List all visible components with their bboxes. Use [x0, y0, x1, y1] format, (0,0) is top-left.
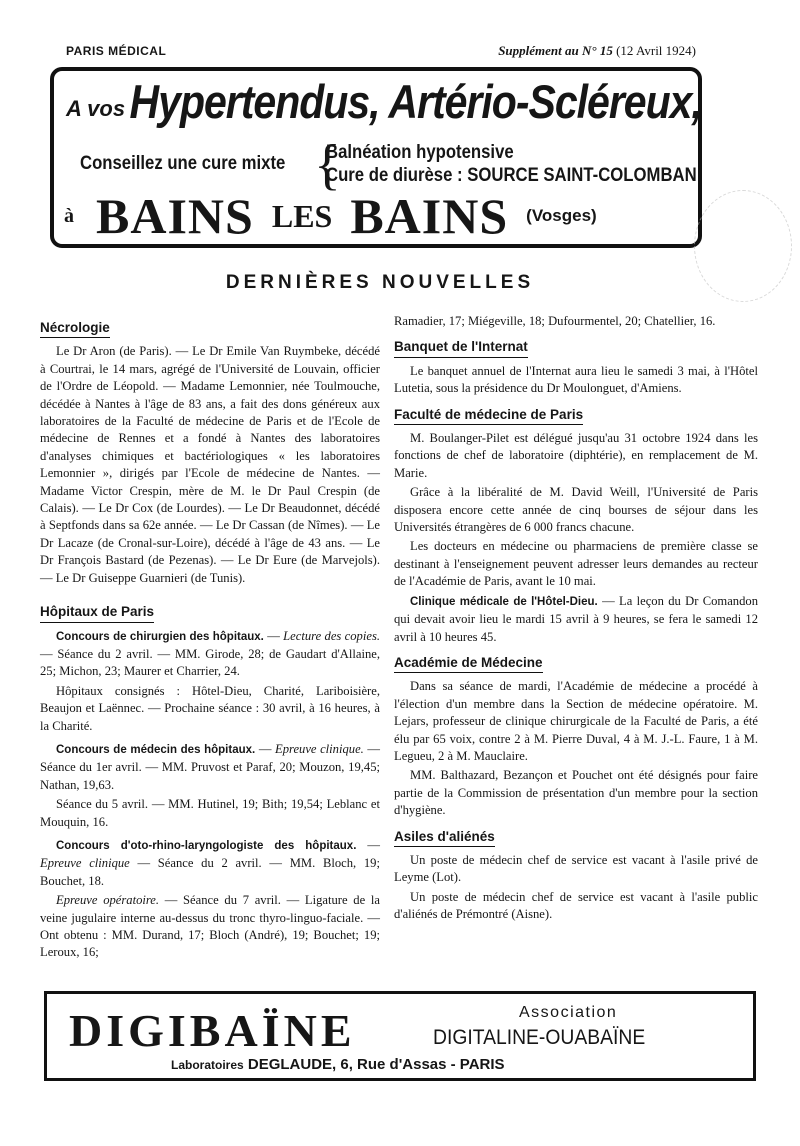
section-title-hopitaux: Hôpitaux de Paris: [40, 603, 154, 622]
ad-advise: Conseillez une cure mixte: [80, 153, 286, 174]
brace-glyph: {: [314, 134, 341, 196]
chirurgien-text: — Séance du 2 avril. — MM. Girode, 28; de Gaudart d'Allaine, 25; Michon, 23; Maurer et Charrier, 24.: [40, 646, 380, 679]
asiles-para-2: Un poste de médecin chef de service est vacant à l'asile public d'aliénés de Prémontré (Aisne).: [394, 889, 758, 922]
medecin-epreuve: Epreuve clinique.: [275, 741, 364, 756]
right-column: [394, 313, 758, 926]
page-title: DERNIÈRES NOUVELLES: [225, 272, 535, 293]
clinique-item: [394, 593, 758, 646]
operatoire-epreuve: Epreuve opératoire.: [56, 893, 160, 908]
medecin-subtitle: Concours de médecin des hôpitaux.: [56, 743, 256, 756]
clinique-text: — La leçon du Dr Comandon qui devait avoir lieu le mardi 15 avril à 9 heures, se fera le samedi 12 avril à 10 heures 45.: [394, 593, 758, 644]
ad-lab-name: DEGLAUDE, 6, Rue d'Assas - PARIS: [247, 1056, 505, 1073]
ad-a: à: [64, 204, 74, 227]
left-column: [40, 313, 380, 964]
section-title-asiles: Asiles d'aliénés: [394, 828, 495, 847]
ad-bains-2: BAINS: [350, 188, 509, 244]
oto-epreuve: Epreuve clinique: [40, 856, 130, 871]
oto-subtitle: Concours d'oto-rhino-laryngologiste des hôpitaux.: [56, 839, 357, 852]
section-title-necrologie: Nécrologie: [40, 319, 110, 338]
journal-name: PARIS MÉDICAL: [66, 44, 167, 58]
ad-lab-prefix: Laboratoires: [171, 1058, 244, 1072]
chirurgien-epreuve: Lecture des copies.: [283, 628, 380, 643]
ad-association: Association: [519, 1004, 618, 1021]
oto-text: — Séance du 2 avril. — MM. Bloch, 19; Bouchet, 18.: [40, 856, 380, 888]
continued-text: Ramadier, 17; Miégeville, 18; Dufourmentel, 20; Chatellier, 16.: [394, 314, 716, 328]
operatoire-item: [40, 892, 380, 962]
faculte-para-3: Les docteurs en médecine ou pharmaciens de première classe se destinant à l'enseignement peuvent adresser leurs demandes au recteur de l'Académie de Paris, avant le 10 mai.: [394, 539, 758, 589]
digibaine-advertisement: [44, 991, 756, 1081]
ad-product: DIGITALINE-OUABAÏNE: [433, 1026, 646, 1049]
ad-line-1: Balnéation hypotensive: [326, 142, 514, 163]
academie-para-2: MM. Balthazard, Bezançon et Pouchet ont été désignés pour faire partie de la Commission de présentation d'un membre pour la section d'hygiène.: [394, 768, 758, 818]
ad-region: (Vosges): [526, 206, 597, 225]
consignes-text: Hôpitaux consignés : Hôtel-Dieu, Charité, Lariboisière, Beaujon et Laënnec. — Prochaine séance : 30 avril, à 16 heures, à la Charité.: [40, 683, 380, 733]
ad-headline: [66, 75, 702, 129]
issue-date: (12 Avril 1924): [616, 43, 696, 58]
necrologie-text: Le Dr Aron (de Paris). — Le Dr Emile Van Ruymbeke, décédé à Courtrai, le 14 mars, agrégé de l'Université de Louvain, officier de l'Ordre de Léopold. — Madame Lemonnier, née Toulmouche, décédée à Nantes à l'âge de 83 ans, a fait des dons généreux aux laboratoires de la Faculté de médecine de Paris et de l'Ecole de médecine de Rennes et a fondé à Nantes des laboratoires d'analyses chimiques et bactériologiques « les laboratoires Lemonnier », dirigés par l'Ecole de médecine de Nantes. — Madame Victor Crespin, mère de M. le Dr Paul Crespin (de Calais). — Le Dr Cox (de Lourdes). — Le Dr Beaudonnet, décédé à Septfonds dans sa 62e année. — Le Dr Cassan (de Nîmes). — Le Dr Lacaze (de Cronal-sur-Loire), décédé à l'âge de 43 ans. — Le Dr François Bastard (de Pezenas). — Le Dr Eure (de Marvejols). — Le Dr Guiseppe Guarnieri (de Tunis).: [40, 344, 380, 585]
chirurgien-subtitle: Concours de chirurgien des hôpitaux.: [56, 630, 264, 643]
clinique-subtitle: Clinique médicale de l'Hôtel-Dieu.: [410, 595, 598, 608]
oto-item: Concours d'oto-rhino-laryngologiste des hôpitaux. — Epreuve clinique — Séance du 2 avril. — MM. Bloch, 19; Bouchet, 18.: [40, 837, 380, 888]
medecin-item: Concours de médecin des hôpitaux. — Epreuve clinique. — Séance du 1er avril. — MM. Pruvost et Paraf, 20; Mouzon, 19,45; Nathan, 19,63.: [40, 741, 380, 792]
asiles-para-1: Un poste de médecin chef de service est vacant à l'asile privé de Leyme (Lot).: [394, 852, 758, 885]
ad-line-2: Cure de diurèse : SOURCE SAINT-COLOMBAN: [326, 165, 697, 186]
faculte-para-2: Grâce à la libéralité de M. David Weill, l'Université de Paris disposera encore cette année de cinq bourses de séjour dans les Universités étrangères de 6 000 francs chacune.: [394, 485, 758, 535]
ad-headline-text: Hypertendus, Artério-Scléreux,: [129, 75, 702, 129]
ad-laboratory: [171, 1056, 505, 1073]
issue-line: [498, 43, 696, 59]
chirurgien-item: Concours de chirurgien des hôpitaux. — Lecture des copies. — Séance du 2 avril. — MM. Girode, 28; de Gaudart d'Allaine, 25; Michon, 23; Maurer et Charrier, 24.: [40, 628, 380, 679]
ad-prefix: A vos: [66, 96, 126, 121]
section-title-banquet: Banquet de l'Internat: [394, 338, 528, 357]
supplement-label: Supplément au N° 15: [498, 43, 613, 58]
bains-advertisement: [50, 67, 702, 248]
ad-treatment-lines: [326, 141, 697, 187]
operatoire-text: — Séance du 7 avril. — Ligature de la veine jugulaire interne au-dessus du tronc thyro-linguo-faciale. — Ont obtenu : MM. Durand, 17; Bloch (André), 19; Bouchet; 19; Leroux, 16;: [40, 893, 380, 960]
ad-bains-1: BAINS: [96, 188, 254, 244]
faculte-para-1: M. Boulanger-Pilet est délégué jusqu'au 31 octobre 1924 dans les fonctions de chef de laboratoire (diphtérie), en remplacement de M. Marie.: [394, 431, 758, 480]
ad-brand: DIGIBAÏNE: [69, 1005, 356, 1056]
section-title-faculte: Faculté de médecine de Paris: [394, 406, 583, 425]
seance-5-text: Séance du 5 avril. — MM. Hutinel, 19; Bith; 19,54; Leblanc et Mouquin, 16.: [40, 797, 380, 829]
ad-location: [64, 187, 597, 245]
banquet-text: Le banquet annuel de l'Internat aura lieu le samedi 3 mai, à l'Hôtel Lutetia, sous la présidence du Dr Moulonguet, d'Amiens.: [394, 363, 758, 396]
ad-les: LES: [271, 197, 333, 234]
academie-para-1: Dans sa séance de mardi, l'Académie de médecine a procédé à l'élection d'un membre dans la Section de médecine opératoire. M. Lejars, professeur de clinique chirurgicale de la Faculté de Paris, a été élu par 65 voix, contre 2 à M. Pierre Duval, 4 à M. J.-L. Faure, 1 à M. Legueu, 2 à M. Mauclaire.: [394, 679, 758, 763]
section-title-academie: Académie de Médecine: [394, 654, 543, 673]
medecin-text: — Séance du 1er avril. — MM. Pruvost et Paraf, 20; Mouzon, 19,45; Nathan, 19,63.: [40, 741, 380, 792]
